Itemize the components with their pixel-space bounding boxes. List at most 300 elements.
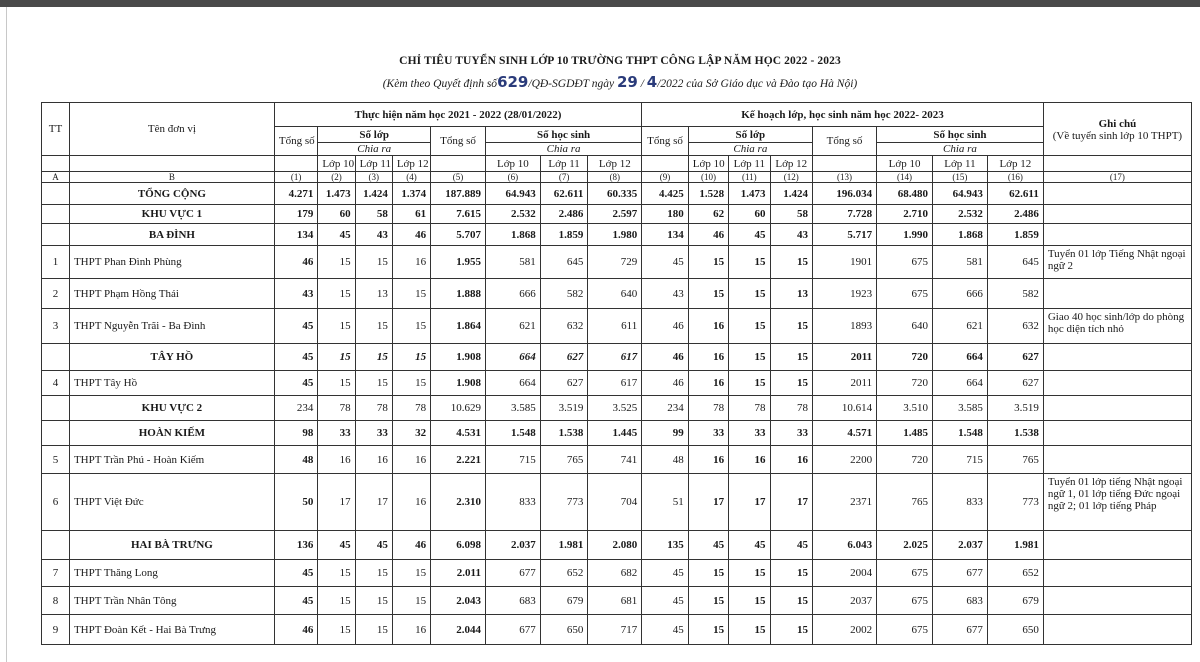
row-note xyxy=(1043,344,1191,371)
row-note xyxy=(1043,279,1191,309)
column-code: (2) xyxy=(318,172,355,183)
cell-col-11: 1.473 xyxy=(729,183,770,205)
cell-col-7: 652 xyxy=(540,560,588,587)
cell-col-9: 99 xyxy=(642,421,689,446)
decision-month: 4 xyxy=(646,73,658,91)
header-g11: Lớp 11 xyxy=(729,156,770,172)
header-tt: TT xyxy=(42,103,70,156)
cell-col-11: 60 xyxy=(729,205,770,224)
cell-col-2: 15 xyxy=(318,246,355,279)
cell-col-12: 58 xyxy=(770,205,812,224)
cell-col-9: 46 xyxy=(642,344,689,371)
cell-col-11: 15 xyxy=(729,615,770,645)
cell-col-4: 78 xyxy=(392,396,430,421)
cell-col-10: 15 xyxy=(688,560,728,587)
header-plan-total-students: Tổng số xyxy=(812,127,876,156)
header-g11: Lớp 11 xyxy=(933,156,988,172)
column-code: (6) xyxy=(485,172,540,183)
row-note xyxy=(1043,224,1191,246)
cell-col-3: 13 xyxy=(355,279,392,309)
cell-col-16: 62.611 xyxy=(987,183,1043,205)
table-row xyxy=(42,205,1192,224)
cell-col-16: 773 xyxy=(987,474,1043,531)
column-code: (16) xyxy=(987,172,1043,183)
cell-col-16: 1.981 xyxy=(987,531,1043,560)
column-code: (8) xyxy=(588,172,642,183)
cell-col-7: 1.538 xyxy=(540,421,588,446)
cell-col-3: 78 xyxy=(355,396,392,421)
cell-col-12: 15 xyxy=(770,246,812,279)
cell-col-16: 3.519 xyxy=(987,396,1043,421)
cell-col-4: 1.374 xyxy=(392,183,430,205)
header-g10: Lớp 10 xyxy=(485,156,540,172)
row-index xyxy=(42,531,70,560)
cell-col-14: 675 xyxy=(877,587,933,615)
table-row xyxy=(42,615,1192,645)
cell-col-12: 1.424 xyxy=(770,183,812,205)
row-index xyxy=(42,344,70,371)
cell-col-2: 78 xyxy=(318,396,355,421)
row-index: 9 xyxy=(42,615,70,645)
cell-col-12: 15 xyxy=(770,309,812,344)
cell-col-4: 32 xyxy=(392,421,430,446)
cell-col-10: 46 xyxy=(688,224,728,246)
cell-col-11: 15 xyxy=(729,309,770,344)
header-unit: Tên đơn vị xyxy=(69,103,274,156)
cell-col-9: 45 xyxy=(642,587,689,615)
cell-col-9: 180 xyxy=(642,205,689,224)
cell-col-16: 765 xyxy=(987,446,1043,474)
cell-col-12: 45 xyxy=(770,531,812,560)
row-note xyxy=(1043,421,1191,446)
window-top-bar xyxy=(0,0,1200,7)
cell-col-6: 1.868 xyxy=(485,224,540,246)
cell-col-9: 48 xyxy=(642,446,689,474)
cell-col-7: 765 xyxy=(540,446,588,474)
cell-col-9: 45 xyxy=(642,615,689,645)
cell-col-4: 16 xyxy=(392,446,430,474)
cell-col-1: 136 xyxy=(274,531,317,560)
cell-col-15: 677 xyxy=(933,560,988,587)
cell-col-2: 15 xyxy=(318,615,355,645)
row-note xyxy=(1043,531,1191,560)
cell-col-10: 17 xyxy=(688,474,728,531)
cell-col-8: 2.080 xyxy=(588,531,642,560)
cell-col-13: 1893 xyxy=(812,309,876,344)
cell-col-2: 33 xyxy=(318,421,355,446)
row-note: Giao 40 học sinh/lớp do phòng học diện tích nhỏ xyxy=(1043,309,1191,344)
cell-col-8: 617 xyxy=(588,371,642,396)
cell-col-3: 33 xyxy=(355,421,392,446)
cell-col-14: 1.990 xyxy=(877,224,933,246)
cell-col-7: 2.486 xyxy=(540,205,588,224)
cell-col-7: 1.981 xyxy=(540,531,588,560)
cell-col-10: 78 xyxy=(688,396,728,421)
row-index xyxy=(42,183,70,205)
cell-col-8: 611 xyxy=(588,309,642,344)
cell-col-1: 45 xyxy=(274,309,317,344)
cell-col-13: 1901 xyxy=(812,246,876,279)
cell-col-2: 45 xyxy=(318,224,355,246)
cell-col-3: 43 xyxy=(355,224,392,246)
cell-col-2: 17 xyxy=(318,474,355,531)
cell-col-1: 179 xyxy=(274,205,317,224)
cell-col-6: 683 xyxy=(485,587,540,615)
cell-col-10: 33 xyxy=(688,421,728,446)
cell-col-2: 16 xyxy=(318,446,355,474)
header-g10: Lớp 10 xyxy=(877,156,933,172)
cell-col-6: 833 xyxy=(485,474,540,531)
column-code: (13) xyxy=(812,172,876,183)
cell-col-14: 720 xyxy=(877,344,933,371)
cell-col-5: 1.888 xyxy=(431,279,486,309)
cell-col-1: 45 xyxy=(274,587,317,615)
cell-col-2: 15 xyxy=(318,587,355,615)
cell-col-2: 60 xyxy=(318,205,355,224)
cell-col-13: 7.728 xyxy=(812,205,876,224)
cell-col-3: 45 xyxy=(355,531,392,560)
cell-col-4: 16 xyxy=(392,474,430,531)
cell-col-5: 2.310 xyxy=(431,474,486,531)
cell-col-1: 98 xyxy=(274,421,317,446)
column-code: (3) xyxy=(355,172,392,183)
cell-col-13: 2002 xyxy=(812,615,876,645)
cell-col-4: 61 xyxy=(392,205,430,224)
subtitle-prefix: (Kèm theo Quyết định số xyxy=(382,78,498,90)
header-g11: Lớp 11 xyxy=(355,156,392,172)
cell-col-13: 1923 xyxy=(812,279,876,309)
cell-col-13: 2200 xyxy=(812,446,876,474)
cell-col-5: 4.531 xyxy=(431,421,486,446)
cell-col-5: 7.615 xyxy=(431,205,486,224)
cell-col-4: 46 xyxy=(392,224,430,246)
cell-col-14: 640 xyxy=(877,309,933,344)
cell-col-15: 683 xyxy=(933,587,988,615)
cell-col-5: 2.043 xyxy=(431,587,486,615)
cell-col-4: 15 xyxy=(392,309,430,344)
cell-col-1: 46 xyxy=(274,615,317,645)
cell-col-3: 15 xyxy=(355,560,392,587)
header-g12: Lớp 12 xyxy=(392,156,430,172)
cell-col-11: 15 xyxy=(729,560,770,587)
school-name: THPT Thăng Long xyxy=(69,560,274,587)
cell-col-1: 45 xyxy=(274,344,317,371)
school-name: THPT Đoàn Kết - Hai Bà Trưng xyxy=(69,615,274,645)
cell-col-16: 1.538 xyxy=(987,421,1043,446)
cell-col-16: 645 xyxy=(987,246,1043,279)
header-g11: Lớp 11 xyxy=(540,156,588,172)
note-title: Ghi chú xyxy=(1098,118,1137,130)
cell-col-1: 50 xyxy=(274,474,317,531)
cell-col-5: 2.011 xyxy=(431,560,486,587)
cell-col-12: 17 xyxy=(770,474,812,531)
table-row xyxy=(42,224,1192,246)
cell-col-8: 704 xyxy=(588,474,642,531)
row-index: 5 xyxy=(42,446,70,474)
cell-col-10: 16 xyxy=(688,371,728,396)
cell-col-3: 16 xyxy=(355,446,392,474)
header-plan-classes: Số lớp xyxy=(688,127,812,143)
table-row xyxy=(42,421,1192,446)
cell-col-12: 43 xyxy=(770,224,812,246)
column-code: (5) xyxy=(431,172,486,183)
school-name: THPT Trần Phú - Hoàn Kiếm xyxy=(69,446,274,474)
cell-col-10: 1.528 xyxy=(688,183,728,205)
cell-col-14: 2.710 xyxy=(877,205,933,224)
cell-col-2: 15 xyxy=(318,371,355,396)
cell-col-6: 3.585 xyxy=(485,396,540,421)
cell-col-11: 15 xyxy=(729,246,770,279)
row-index xyxy=(42,205,70,224)
cell-col-11: 15 xyxy=(729,371,770,396)
cell-col-13: 2037 xyxy=(812,587,876,615)
cell-col-7: 645 xyxy=(540,246,588,279)
header-split: Chia ra xyxy=(485,143,641,156)
school-name: THPT Nguyễn Trãi - Ba Đình xyxy=(69,309,274,344)
cell-col-8: 741 xyxy=(588,446,642,474)
cell-col-2: 45 xyxy=(318,531,355,560)
cell-col-5: 10.629 xyxy=(431,396,486,421)
cell-col-15: 833 xyxy=(933,474,988,531)
group-name: TỔNG CỘNG xyxy=(69,183,274,205)
cell-col-10: 16 xyxy=(688,446,728,474)
table-row xyxy=(42,309,1192,344)
cell-col-3: 15 xyxy=(355,246,392,279)
cell-col-15: 621 xyxy=(933,309,988,344)
cell-col-6: 664 xyxy=(485,371,540,396)
cell-col-1: 46 xyxy=(274,246,317,279)
cell-col-11: 17 xyxy=(729,474,770,531)
cell-col-15: 1.548 xyxy=(933,421,988,446)
cell-col-8: 60.335 xyxy=(588,183,642,205)
column-code: (14) xyxy=(877,172,933,183)
table-row xyxy=(42,396,1192,421)
header-g12: Lớp 12 xyxy=(770,156,812,172)
cell-col-12: 15 xyxy=(770,344,812,371)
header-plan-total-classes: Tổng số xyxy=(642,127,689,156)
cell-col-9: 45 xyxy=(642,246,689,279)
cell-col-14: 720 xyxy=(877,371,933,396)
cell-col-9: 45 xyxy=(642,560,689,587)
cell-col-14: 765 xyxy=(877,474,933,531)
cell-col-10: 45 xyxy=(688,531,728,560)
row-index: 2 xyxy=(42,279,70,309)
cell-col-12: 13 xyxy=(770,279,812,309)
cell-col-13: 2011 xyxy=(812,344,876,371)
row-note xyxy=(1043,560,1191,587)
cell-col-5: 2.044 xyxy=(431,615,486,645)
cell-col-13: 196.034 xyxy=(812,183,876,205)
cell-col-7: 62.611 xyxy=(540,183,588,205)
cell-col-9: 4.425 xyxy=(642,183,689,205)
cell-col-3: 17 xyxy=(355,474,392,531)
column-code: (7) xyxy=(540,172,588,183)
column-code: A xyxy=(42,172,70,183)
cell-col-16: 679 xyxy=(987,587,1043,615)
cell-col-4: 15 xyxy=(392,279,430,309)
cell-col-9: 134 xyxy=(642,224,689,246)
cell-col-11: 16 xyxy=(729,446,770,474)
cell-col-14: 720 xyxy=(877,446,933,474)
row-index xyxy=(42,396,70,421)
group-name: HOÀN KIẾM xyxy=(69,421,274,446)
cell-col-5: 5.707 xyxy=(431,224,486,246)
cell-col-12: 15 xyxy=(770,560,812,587)
group-name: TÂY HỒ xyxy=(69,344,274,371)
row-index: 3 xyxy=(42,309,70,344)
group-name: KHU VỰC 2 xyxy=(69,396,274,421)
table-row xyxy=(42,371,1192,396)
cell-col-2: 15 xyxy=(318,279,355,309)
row-note xyxy=(1043,183,1191,205)
cell-col-6: 664 xyxy=(485,344,540,371)
cell-col-3: 15 xyxy=(355,309,392,344)
cell-col-13: 6.043 xyxy=(812,531,876,560)
cell-col-13: 10.614 xyxy=(812,396,876,421)
header-plan-students: Số học sinh xyxy=(877,127,1044,143)
row-note xyxy=(1043,205,1191,224)
cell-col-4: 15 xyxy=(392,344,430,371)
cell-col-6: 1.548 xyxy=(485,421,540,446)
row-index: 4 xyxy=(42,371,70,396)
header-note xyxy=(1043,103,1191,156)
header-g12: Lớp 12 xyxy=(588,156,642,172)
cell-col-3: 15 xyxy=(355,587,392,615)
cell-col-6: 64.943 xyxy=(485,183,540,205)
row-index xyxy=(42,224,70,246)
cell-col-5: 1.864 xyxy=(431,309,486,344)
cell-col-6: 581 xyxy=(485,246,540,279)
cell-col-11: 15 xyxy=(729,344,770,371)
cell-col-14: 675 xyxy=(877,615,933,645)
cell-col-7: 1.859 xyxy=(540,224,588,246)
row-note xyxy=(1043,587,1191,615)
cell-col-1: 45 xyxy=(274,560,317,587)
cell-col-15: 3.585 xyxy=(933,396,988,421)
cell-col-13: 2011 xyxy=(812,371,876,396)
cell-col-16: 652 xyxy=(987,560,1043,587)
cell-col-11: 78 xyxy=(729,396,770,421)
cell-col-12: 15 xyxy=(770,615,812,645)
decision-day: 29 xyxy=(616,73,638,91)
cell-col-3: 1.424 xyxy=(355,183,392,205)
cell-col-2: 15 xyxy=(318,309,355,344)
cell-col-14: 2.025 xyxy=(877,531,933,560)
cell-col-6: 666 xyxy=(485,279,540,309)
table-row xyxy=(42,474,1192,531)
cell-col-4: 46 xyxy=(392,531,430,560)
cell-col-15: 2.532 xyxy=(933,205,988,224)
cell-col-15: 664 xyxy=(933,344,988,371)
cell-col-14: 1.485 xyxy=(877,421,933,446)
header-g10: Lớp 10 xyxy=(688,156,728,172)
group-name: BA ĐÌNH xyxy=(69,224,274,246)
cell-col-7: 632 xyxy=(540,309,588,344)
enrollment-table xyxy=(41,102,1192,645)
table-row xyxy=(42,587,1192,615)
cell-col-8: 1.980 xyxy=(588,224,642,246)
cell-col-15: 64.943 xyxy=(933,183,988,205)
cell-col-6: 677 xyxy=(485,615,540,645)
cell-col-15: 664 xyxy=(933,371,988,396)
cell-col-11: 15 xyxy=(729,279,770,309)
header-split: Chia ra xyxy=(688,143,812,156)
header-split: Chia ra xyxy=(877,143,1044,156)
cell-col-4: 15 xyxy=(392,371,430,396)
cell-col-9: 135 xyxy=(642,531,689,560)
column-code: (12) xyxy=(770,172,812,183)
cell-col-12: 15 xyxy=(770,371,812,396)
row-index: 7 xyxy=(42,560,70,587)
cell-col-5: 6.098 xyxy=(431,531,486,560)
cell-col-1: 48 xyxy=(274,446,317,474)
cell-col-14: 675 xyxy=(877,560,933,587)
group-name: HAI BÀ TRƯNG xyxy=(69,531,274,560)
cell-col-2: 15 xyxy=(318,344,355,371)
header-g12: Lớp 12 xyxy=(987,156,1043,172)
note-subtitle: (Về tuyển sinh lớp 10 THPT) xyxy=(1052,130,1183,142)
cell-col-12: 16 xyxy=(770,446,812,474)
table-row xyxy=(42,183,1192,205)
cell-col-10: 16 xyxy=(688,309,728,344)
cell-col-4: 16 xyxy=(392,246,430,279)
subtitle-mid: /QĐ-SGDĐT ngày xyxy=(528,78,615,90)
cell-col-5: 1.955 xyxy=(431,246,486,279)
cell-col-12: 33 xyxy=(770,421,812,446)
cell-col-13: 5.717 xyxy=(812,224,876,246)
cell-col-15: 677 xyxy=(933,615,988,645)
row-note: Tuyển 01 lớp tiếng Nhật ngoại ngữ 1, 01 lớp tiếng Đức ngoại ngữ 2; 01 lớp tiếng Pháp xyxy=(1043,474,1191,531)
cell-col-8: 717 xyxy=(588,615,642,645)
cell-col-16: 627 xyxy=(987,371,1043,396)
cell-col-5: 1.908 xyxy=(431,344,486,371)
column-code: (1) xyxy=(274,172,317,183)
row-index: 8 xyxy=(42,587,70,615)
decision-number: 629 xyxy=(497,73,529,91)
cell-col-16: 650 xyxy=(987,615,1043,645)
row-index: 6 xyxy=(42,474,70,531)
school-name: THPT Việt Đức xyxy=(69,474,274,531)
cell-col-16: 627 xyxy=(987,344,1043,371)
cell-col-8: 617 xyxy=(588,344,642,371)
cell-col-15: 2.037 xyxy=(933,531,988,560)
cell-col-1: 45 xyxy=(274,371,317,396)
column-code: (17) xyxy=(1043,172,1191,183)
cell-col-1: 43 xyxy=(274,279,317,309)
table-row xyxy=(42,531,1192,560)
cell-col-13: 4.571 xyxy=(812,421,876,446)
cell-col-11: 33 xyxy=(729,421,770,446)
cell-col-2: 15 xyxy=(318,560,355,587)
cell-col-14: 68.480 xyxy=(877,183,933,205)
cell-col-9: 46 xyxy=(642,309,689,344)
header-actual-classes: Số lớp xyxy=(318,127,431,143)
cell-col-13: 2371 xyxy=(812,474,876,531)
cell-col-15: 581 xyxy=(933,246,988,279)
cell-col-11: 15 xyxy=(729,587,770,615)
cell-col-9: 234 xyxy=(642,396,689,421)
cell-col-9: 51 xyxy=(642,474,689,531)
cell-col-11: 45 xyxy=(729,224,770,246)
subtitle-sep: / xyxy=(640,78,644,90)
cell-col-13: 2004 xyxy=(812,560,876,587)
cell-col-14: 675 xyxy=(877,246,933,279)
document-title: CHỈ TIÊU TUYỂN SINH LỚP 10 TRƯỜNG THPT CÔNG LẬP NĂM HỌC 2022 - 2023 xyxy=(399,55,841,67)
cell-col-6: 677 xyxy=(485,560,540,587)
document-subtitle xyxy=(0,73,1200,91)
column-code: (4) xyxy=(392,172,430,183)
cell-col-5: 2.221 xyxy=(431,446,486,474)
